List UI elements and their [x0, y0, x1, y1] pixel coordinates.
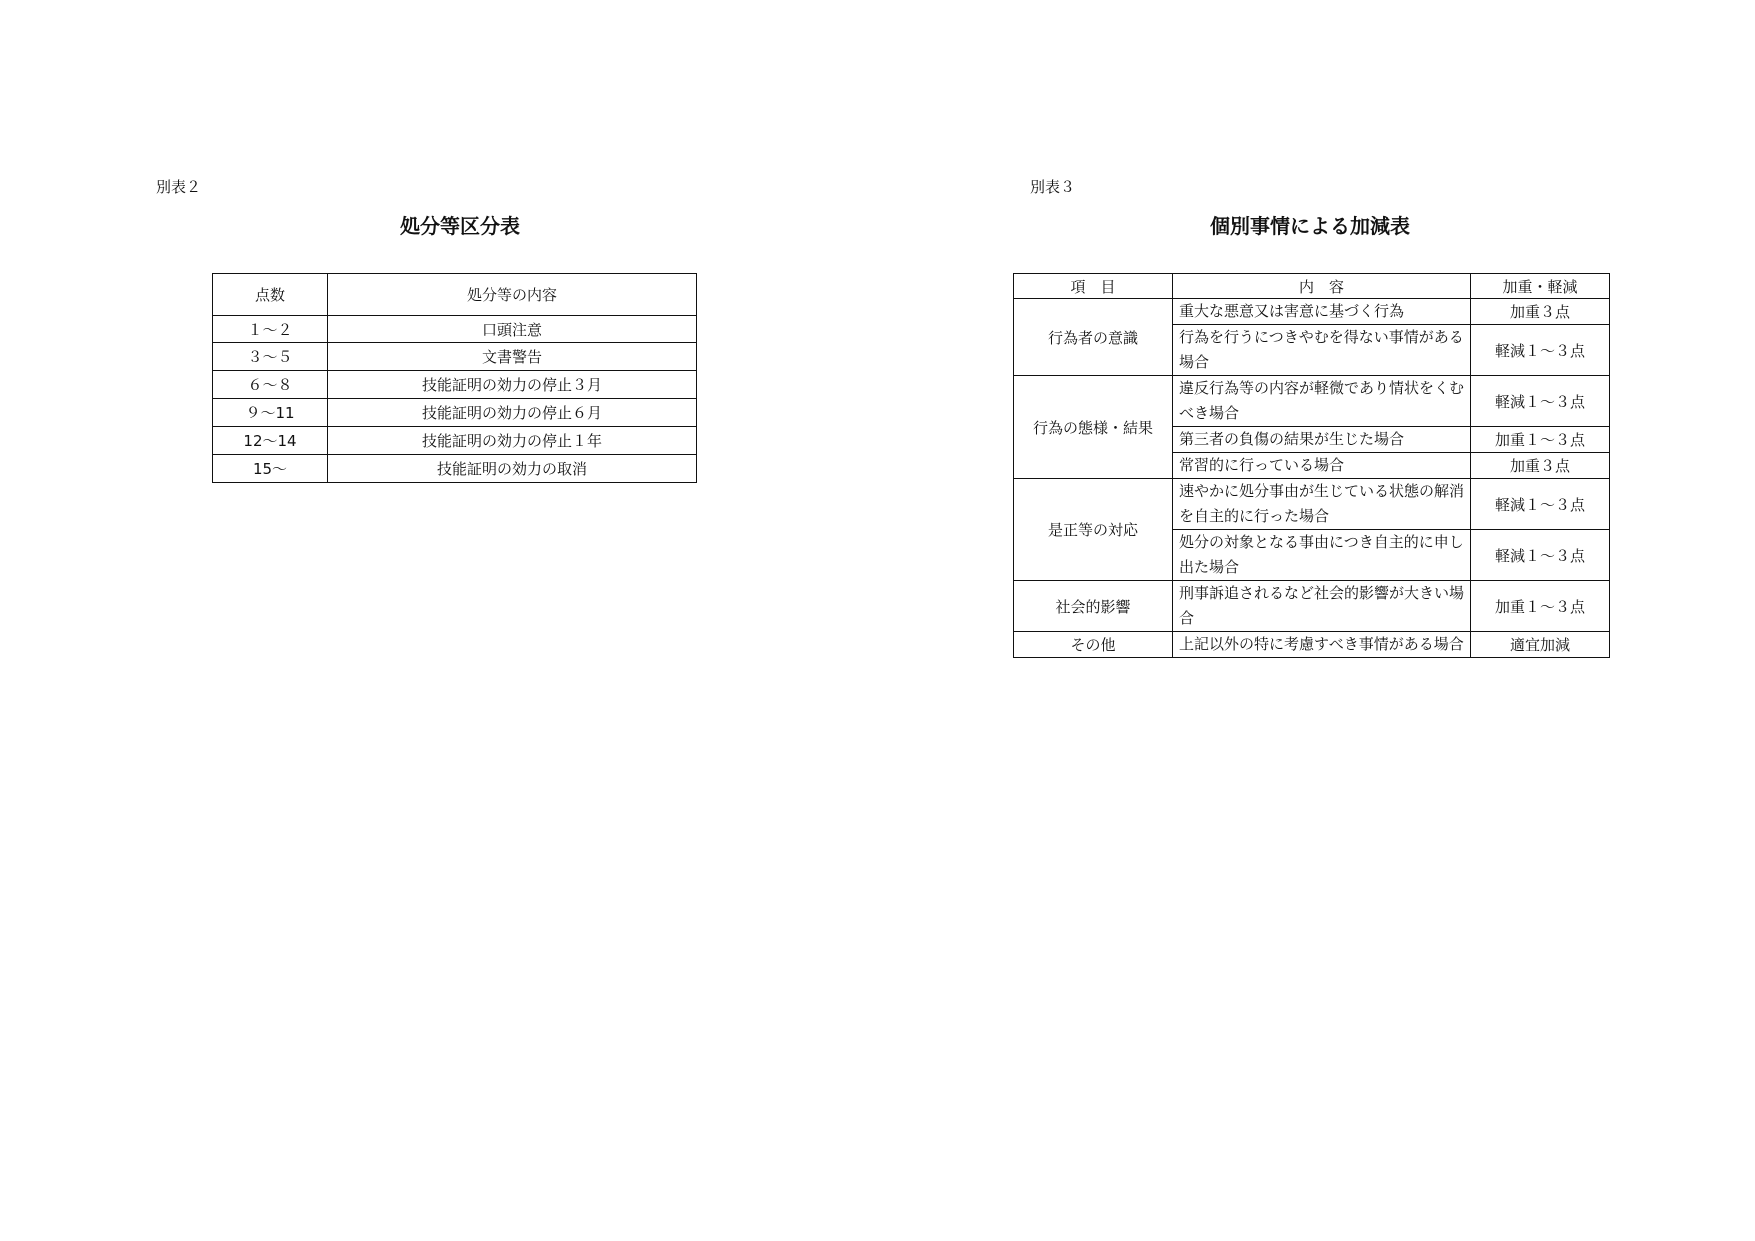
- table-row: [1014, 299, 1610, 325]
- header-content: 処分等の内容: [328, 274, 697, 316]
- header-item: 項 目: [1014, 274, 1173, 299]
- content-cell: 処分の対象となる事由につき自主的に申し出た場合: [1173, 530, 1471, 581]
- row-points: ９～11: [213, 399, 328, 427]
- category-cell: 行為の態様・結果: [1014, 376, 1173, 479]
- row-points: ６～８: [213, 371, 328, 399]
- adjust-cell: 軽減１～３点: [1471, 530, 1610, 581]
- row-content: 技能証明の効力の停止１年: [328, 427, 697, 455]
- content-cell: 上記以外の特に考慮すべき事情がある場合: [1173, 632, 1471, 658]
- table-row: [213, 427, 697, 455]
- category-cell: その他: [1014, 632, 1173, 658]
- row-content: 技能証明の効力の停止６月: [328, 399, 697, 427]
- row-points: ３～５: [213, 343, 328, 371]
- table-row: [213, 343, 697, 371]
- row-points: 12～14: [213, 427, 328, 455]
- content-cell: 違反行為等の内容が軽微であり情状をくむべき場合: [1173, 376, 1471, 427]
- table-header-row: [213, 274, 697, 316]
- left-section-label: 別表２: [156, 178, 202, 196]
- individual-circumstances-table: [1013, 273, 1610, 658]
- right-table-title: 個別事情による加減表: [1210, 214, 1410, 238]
- adjust-cell: 加重３点: [1471, 299, 1610, 325]
- table-row: [1014, 632, 1610, 658]
- table-row: [1014, 376, 1610, 427]
- row-content: 口頭注意: [328, 316, 697, 343]
- right-section-label: 別表３: [1030, 178, 1076, 196]
- header-content: 内 容: [1173, 274, 1471, 299]
- row-points: 15～: [213, 455, 328, 483]
- header-points: 点数: [213, 274, 328, 316]
- table-header-row: [1014, 274, 1610, 299]
- table-row: [1014, 479, 1610, 530]
- content-cell: 第三者の負傷の結果が生じた場合: [1173, 427, 1471, 453]
- left-table-title: 処分等区分表: [400, 214, 520, 238]
- adjust-cell: 軽減１～３点: [1471, 479, 1610, 530]
- table-row: [213, 399, 697, 427]
- row-content: 技能証明の効力の取消: [328, 455, 697, 483]
- category-cell: 社会的影響: [1014, 581, 1173, 632]
- table-row: [213, 371, 697, 399]
- adjust-cell: 加重１～３点: [1471, 581, 1610, 632]
- adjust-cell: 軽減１～３点: [1471, 325, 1610, 376]
- adjust-cell: 軽減１～３点: [1471, 376, 1610, 427]
- adjust-cell: 適宜加減: [1471, 632, 1610, 658]
- table-row: [213, 316, 697, 343]
- header-adjust: 加重・軽減: [1471, 274, 1610, 299]
- table-row: [1014, 581, 1610, 632]
- adjust-cell: 加重１～３点: [1471, 427, 1610, 453]
- disposition-classification-table: [212, 273, 697, 483]
- row-content: 文書警告: [328, 343, 697, 371]
- adjust-cell: 加重３点: [1471, 453, 1610, 479]
- content-cell: 重大な悪意又は害意に基づく行為: [1173, 299, 1471, 325]
- category-cell: 行為者の意識: [1014, 299, 1173, 376]
- content-cell: 刑事訴追されるなど社会的影響が大きい場合: [1173, 581, 1471, 632]
- content-cell: 速やかに処分事由が生じている状態の解消を自主的に行った場合: [1173, 479, 1471, 530]
- table-row: [213, 455, 697, 483]
- content-cell: 常習的に行っている場合: [1173, 453, 1471, 479]
- category-cell: 是正等の対応: [1014, 479, 1173, 581]
- content-cell: 行為を行うにつきやむを得ない事情がある場合: [1173, 325, 1471, 376]
- row-points: １～２: [213, 316, 328, 343]
- row-content: 技能証明の効力の停止３月: [328, 371, 697, 399]
